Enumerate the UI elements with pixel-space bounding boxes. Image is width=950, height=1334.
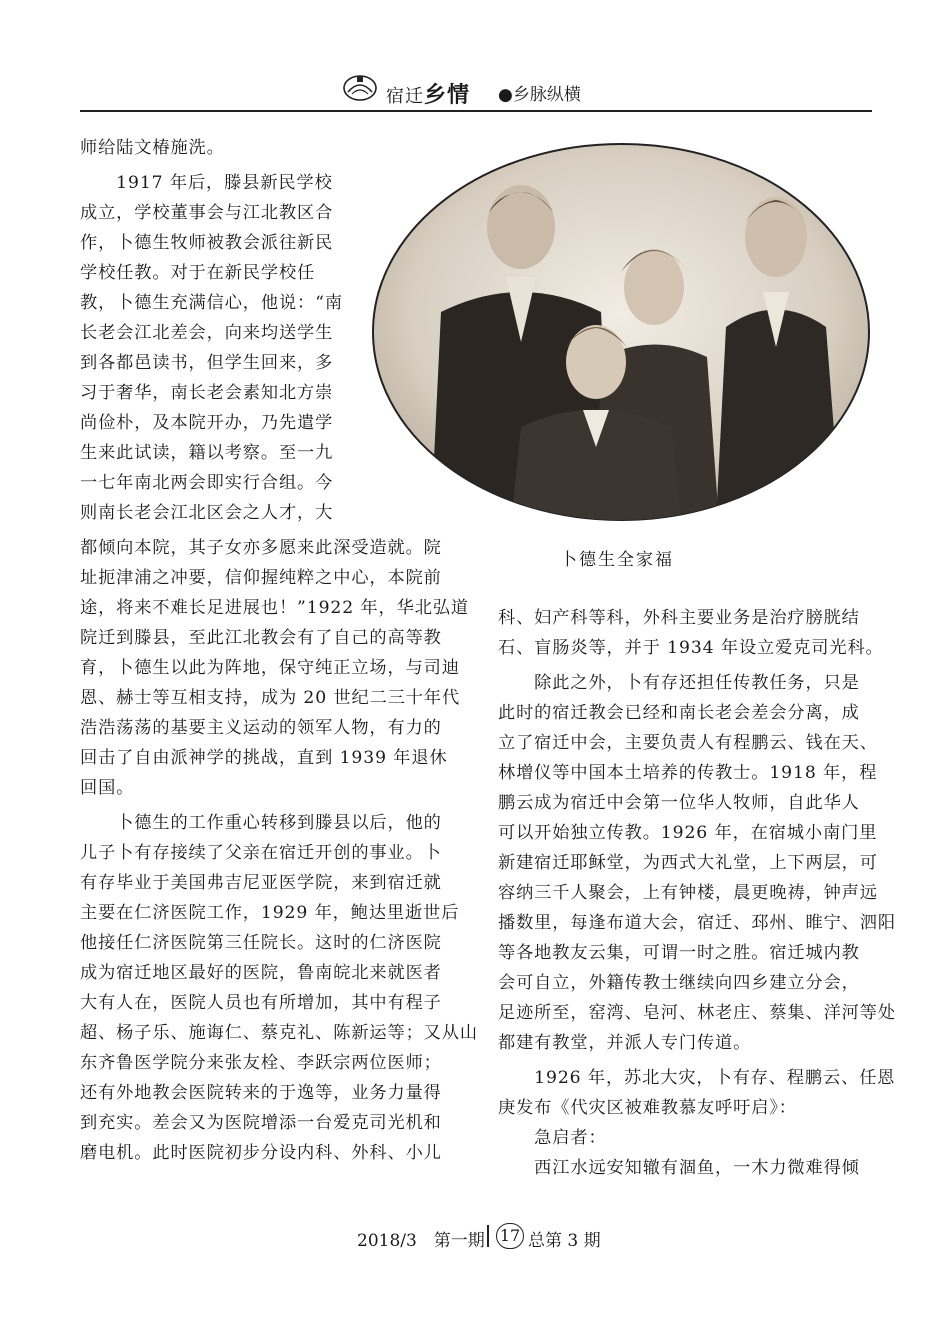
- page-footer: [0, 1222, 950, 1252]
- text-line: 石、盲肠炎等，并于 1934 年设立爱克司光科。: [498, 638, 884, 658]
- text-line: 等各地教友云集，可谓一时之胜。宿迁城内教: [498, 943, 860, 963]
- text-line: 立了宿迁中会，主要负责人有程鹏云、钱在天、: [498, 733, 878, 753]
- text-line: 成立，学校董事会与江北教区合: [80, 203, 334, 223]
- text-line: 他接任仁济医院第三任院长。这时的仁济医院: [80, 933, 442, 953]
- text-line: 会可自立，外籍传教士继续向四乡建立分会，: [498, 973, 860, 993]
- issue-date: 2018/3 第一期: [357, 1231, 485, 1251]
- text-line: 急启者：: [498, 1128, 607, 1148]
- text-line: 足迹所至，窑湾、皂河、林老庄、蔡集、洋河等处: [498, 1003, 896, 1023]
- text-line: 一七年南北两会即实行合组。今: [80, 473, 334, 493]
- text-line: 育，卜德生以此为阵地，保守纯正立场，与司迪: [80, 658, 460, 678]
- text-line: 超、杨子乐、施诲仁、蔡克礼、陈新运等；又从山: [80, 1023, 478, 1043]
- magazine-title: 宿迁乡情: [386, 82, 471, 108]
- text-line: 则南长老会江北区会之人才，大: [80, 503, 334, 523]
- text-line: 东齐鲁医学院分来张友栓、李跃宗两位医师；: [80, 1053, 442, 1073]
- text-line: 到充实。差会又为医院增添一台爱克司光机和: [80, 1113, 442, 1133]
- text-line: 址扼津浦之冲要，信仰握纯粹之中心，本院前: [80, 568, 442, 588]
- text-line: 回击了自由派神学的挑战，直到 1939 年退休: [80, 748, 448, 768]
- text-line: 都倾向本院，其子女亦多愿来此深受造就。院: [80, 538, 442, 558]
- text-line: 生来此试读，籍以考察。至一九: [80, 443, 334, 463]
- page-header: [80, 70, 872, 110]
- text-line: 还有外地教会医院转来的于逸等，业务力量得: [80, 1083, 442, 1103]
- text-line: 成为宿迁地区最好的医院，鲁南皖北来就医者: [80, 963, 442, 983]
- photo-caption: 卜德生全家福: [560, 550, 674, 570]
- text-line: 新建宿迁耶稣堂，为西式大礼堂，上下两层，可: [498, 853, 878, 873]
- text-line: 有存毕业于美国弗吉尼亚医学院，来到宿迁就: [80, 873, 442, 893]
- text-line: 此时的宿迁教会已经和南长老会差会分离，成: [498, 703, 860, 723]
- text-line: 长老会江北差会，向来均送学生: [80, 323, 334, 343]
- text-line: 鹏云成为宿迁中会第一位华人牧师，自此华人: [498, 793, 860, 813]
- text-line: 1917 年后，滕县新民学校: [80, 173, 333, 193]
- text-line: 林增仪等中国本土培养的传教士。1918 年，程: [498, 763, 878, 783]
- section-name: ●乡脉纵横: [498, 85, 581, 105]
- text-line: 播数里，每逢布道大会，宿迁、邳州、睢宁、泗阳: [498, 913, 896, 933]
- text-line: 主要在仁济医院工作，1929 年，鲍达里逝世后: [80, 903, 460, 923]
- text-line: 教，卜德生充满信心，他说：“南: [80, 293, 343, 313]
- text-line: 尚俭朴，及本院开办，乃先遣学: [80, 413, 334, 433]
- text-line: 可以开始独立传教。1926 年，在宿城小南门里: [498, 823, 878, 843]
- text-line: 大有人在，医院人员也有所增加，其中有程子: [80, 993, 442, 1013]
- text-line: 途，将来不难长足进展也！”1922 年，华北弘道: [80, 598, 469, 618]
- total-issue: 总第 3 期: [528, 1231, 601, 1251]
- text-line: 西江水远安知辙有涸鱼，一木力微难得倾: [498, 1158, 860, 1178]
- text-line: 都建有教堂，并派人专门传道。: [498, 1033, 752, 1053]
- text-line: 恩、赫士等互相支持，成为 20 世纪二三十年代: [80, 688, 461, 708]
- text-line: 作，卜德生牧师被教会派往新民: [80, 233, 334, 253]
- page-number: 17: [496, 1223, 524, 1249]
- text-line: 儿子卜有存接续了父亲在宿迁开创的事业。卜: [80, 843, 442, 863]
- text-line: 回国。: [80, 778, 135, 798]
- footer-divider: [487, 1225, 489, 1247]
- text-line: 容纳三千人聚会，上有钟楼，晨更晚祷，钟声远: [498, 883, 878, 903]
- text-line: 到各都邑读书，但学生回来，多: [80, 353, 334, 373]
- text-line: 院迁到滕县，至此江北教会有了自己的高等教: [80, 628, 442, 648]
- magazine-logo-emblem: [342, 72, 378, 102]
- text-line: 庚发布《代灾区被难教慕友呼吁启》：: [498, 1098, 797, 1118]
- text-line: 浩浩荡荡的基要主义运动的领军人物，有力的: [80, 718, 442, 738]
- family-portrait-photo: [371, 142, 871, 522]
- text-line: 卜德生的工作重心转移到滕县以后，他的: [80, 813, 442, 833]
- text-line: 学校任教。对于在新民学校任: [80, 263, 316, 283]
- text-line: 磨电机。此时医院初步分设内科、外科、小儿: [80, 1143, 442, 1163]
- header-rule: [80, 110, 872, 112]
- text-line: 除此之外，卜有存还担任传教任务，只是: [498, 673, 860, 693]
- text-line: 师给陆文椿施洗。: [80, 138, 225, 158]
- text-line: 习于奢华，南长老会素知北方崇: [80, 383, 334, 403]
- text-line: 科、妇产科等科，外科主要业务是治疗膀胱结: [498, 608, 860, 628]
- text-line: 1926 年，苏北大灾，卜有存、程鹏云、任恩: [498, 1068, 896, 1088]
